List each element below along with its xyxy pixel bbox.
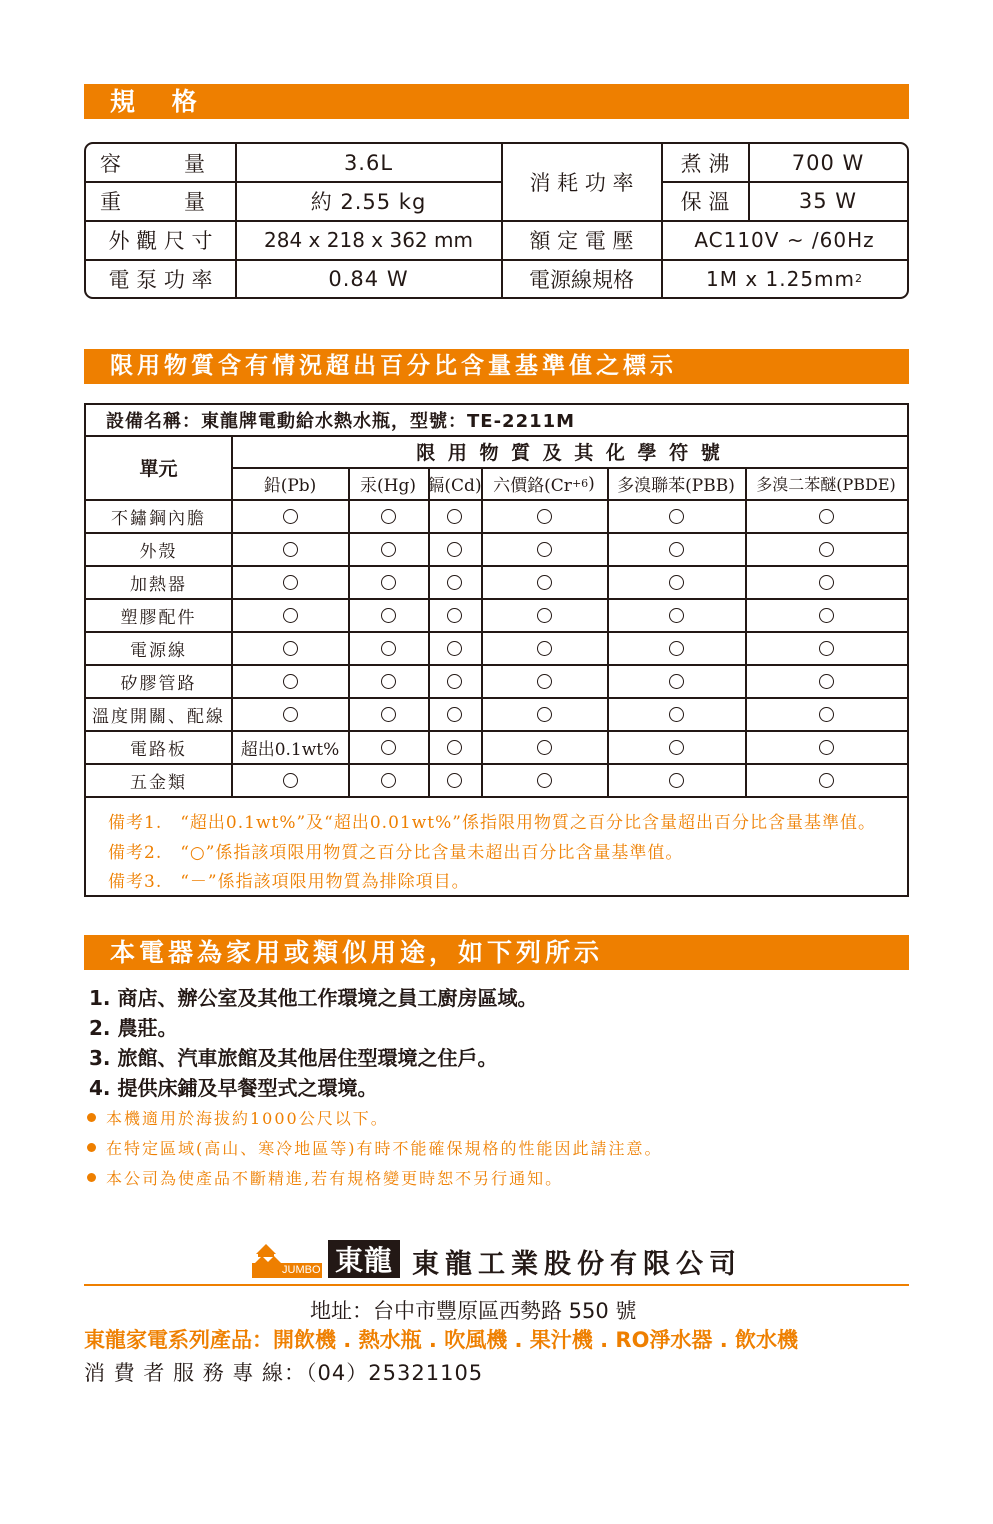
- usage-item-1: 1. 商店、辦公室及其他工作環境之員工廚房區域。: [89, 986, 538, 1010]
- column-header-text: 多溴聯苯(PBB): [617, 476, 735, 496]
- compliant-circle-icon: [381, 641, 396, 656]
- substance-cell: [745, 632, 907, 664]
- compliant-circle-icon: [819, 575, 834, 590]
- compliant-circle-icon: [283, 674, 298, 689]
- usage-title: 本電器為家用或類似用途，如下列所示: [110, 938, 604, 967]
- spec-label-cord: 電源線規格: [529, 267, 634, 292]
- compliant-circle-icon: [537, 773, 552, 788]
- column-header: [745, 468, 907, 499]
- compliant-circle-icon: [537, 641, 552, 656]
- compliant-circle-icon: [447, 674, 462, 689]
- substance-cell: [745, 764, 907, 796]
- substance-cell: [745, 500, 907, 532]
- substance-cell: [232, 533, 348, 565]
- substance-cell: [348, 599, 428, 631]
- compliant-circle-icon: [381, 542, 396, 557]
- compliant-circle-icon: [381, 773, 396, 788]
- company-name: 東龍工業股份有限公司: [412, 1249, 742, 1280]
- substance-cell: 超出0.1wt%: [240, 739, 340, 760]
- compliant-circle-icon: [447, 608, 462, 623]
- substance-cell: [428, 599, 481, 631]
- compliant-circle-icon: [447, 509, 462, 524]
- compliant-circle-icon: [283, 575, 298, 590]
- usage-item-2: 2. 農莊。: [89, 1016, 178, 1040]
- substance-cell: [428, 500, 481, 532]
- substance-cell: [607, 599, 745, 631]
- spec-label-weight: 重 量: [100, 190, 205, 214]
- substance-cell: [348, 698, 428, 730]
- compliant-circle-icon: [819, 641, 834, 656]
- spec-value-cord: [662, 260, 907, 297]
- logo-word: JUMBO: [282, 1264, 321, 1276]
- column-header-text: 六價鉻(Cr: [493, 476, 572, 496]
- compliant-circle-icon: [447, 707, 462, 722]
- note-2: 備考2. “○”係指該項限用物質之百分比含量未超出百分比含量基準值。: [108, 843, 684, 863]
- compliant-circle-icon: [537, 740, 552, 755]
- footer-divider: [84, 1284, 909, 1286]
- compliant-circle-icon: [447, 740, 462, 755]
- spec-table: [84, 142, 909, 299]
- compliant-circle-icon: [381, 740, 396, 755]
- compliant-circle-icon: [669, 509, 684, 524]
- spec-label-voltage: 額 定 電 壓: [529, 229, 634, 253]
- note-3: 備考3. “－”係指該項限用物質為排除項目。: [108, 872, 470, 892]
- substance-cell: [428, 665, 481, 697]
- column-header: [428, 468, 481, 499]
- substance-cell: [481, 698, 607, 730]
- compliant-circle-icon: [669, 674, 684, 689]
- unit-cell: 電源線: [130, 640, 187, 661]
- compliant-circle-icon: [819, 707, 834, 722]
- column-header-text: 鉛(Pb): [263, 476, 317, 496]
- cr-close-paren: ): [588, 473, 595, 494]
- substance-cell: [607, 731, 745, 763]
- substance-cell: [232, 665, 348, 697]
- compliant-circle-icon: [537, 575, 552, 590]
- unit-cell: 矽膠管路: [120, 673, 197, 694]
- compliant-circle-icon: [669, 575, 684, 590]
- substance-cell: [428, 764, 481, 796]
- compliant-circle-icon: [381, 575, 396, 590]
- unit-cell: 加熱器: [130, 574, 187, 595]
- substance-cell: [232, 764, 348, 796]
- compliant-circle-icon: [283, 542, 298, 557]
- compliant-circle-icon: [447, 542, 462, 557]
- company-logo: [252, 1240, 400, 1278]
- substance-cell: [607, 665, 745, 697]
- substance-cell: [745, 665, 907, 697]
- bullet-dot: [87, 1143, 96, 1152]
- spec-value-cord-text: 1M x 1.25mm: [705, 266, 856, 291]
- substance-banner: [84, 349, 909, 384]
- substance-cell: [481, 632, 607, 664]
- substance-cell: [607, 698, 745, 730]
- spec-label-pump-power: 電 泵 功 率: [108, 267, 213, 292]
- substance-title: 限用物質含有情況超出百分比含量基準值之標示: [110, 353, 677, 379]
- spec-value-weight: 約 2.55 kg: [310, 190, 427, 214]
- substance-cell: [607, 764, 745, 796]
- spec-value-dimensions: 284 x 218 x 362 mm: [264, 228, 473, 252]
- substance-cell: [745, 566, 907, 598]
- cr-superscript: +6: [571, 477, 589, 490]
- substance-cell: [481, 566, 607, 598]
- compliant-circle-icon: [819, 542, 834, 557]
- bullet-2: [87, 1136, 663, 1159]
- substance-cell: [232, 566, 348, 598]
- substance-cell: [232, 698, 348, 730]
- bullet-3: [87, 1166, 563, 1189]
- compliant-circle-icon: [669, 707, 684, 722]
- substance-cell: [232, 599, 348, 631]
- bullet-1: [87, 1106, 389, 1129]
- bullet-dot: [87, 1173, 96, 1182]
- substance-cell: [607, 533, 745, 565]
- unit-cell: 外殼: [139, 541, 178, 562]
- substance-cell: [481, 500, 607, 532]
- compliant-circle-icon: [381, 674, 396, 689]
- company-address: 地址：台中市豐原區西勢路 550 號: [310, 1299, 637, 1323]
- usage-item-4: 4. 提供床鋪及早餐型式之環境。: [89, 1076, 378, 1100]
- spec-label-keep-warm: 保 溫: [680, 190, 730, 214]
- substance-cell: [607, 632, 745, 664]
- compliant-circle-icon: [819, 509, 834, 524]
- spec-title: 規 格: [110, 87, 211, 116]
- substance-cell: [481, 731, 607, 763]
- unit-cell: 塑膠配件: [120, 607, 197, 628]
- spec-label-dimensions: 外 觀 尺 寸: [108, 229, 213, 253]
- spec-value-capacity: 3.6L: [343, 150, 394, 175]
- column-header-text: 鎘(Cd): [427, 476, 482, 496]
- unit-header: 單元: [139, 458, 178, 480]
- substance-cell: [745, 533, 907, 565]
- spec-label-capacity: 容 量: [100, 151, 205, 176]
- bullet-dot: [87, 1113, 96, 1122]
- compliant-circle-icon: [537, 707, 552, 722]
- substance-cell: [232, 500, 348, 532]
- substance-table: [84, 403, 909, 897]
- compliant-circle-icon: [669, 773, 684, 788]
- service-hotline: 消 費 者 服 務 專 線：（04）25321105: [84, 1361, 484, 1385]
- compliant-circle-icon: [447, 575, 462, 590]
- compliant-circle-icon: [283, 641, 298, 656]
- compliant-circle-icon: [669, 542, 684, 557]
- compliant-circle-icon: [537, 542, 552, 557]
- column-header: [607, 468, 745, 499]
- spec-value-cord-sup: 2: [855, 272, 864, 285]
- usage-item-3: 3. 旅館、汽車旅館及其他居住型環境之住戶。: [89, 1046, 498, 1070]
- column-header: [348, 468, 428, 499]
- spec-value-pump-power: 0.84 W: [328, 266, 409, 291]
- compliant-circle-icon: [819, 740, 834, 755]
- spec-banner: [84, 84, 909, 119]
- device-line: 設備名稱：東龍牌電動給水熱水瓶，型號：TE-2211M: [106, 411, 576, 432]
- substance-cell: [428, 698, 481, 730]
- compliant-circle-icon: [537, 674, 552, 689]
- unit-cell: 電路板: [130, 739, 187, 760]
- substance-cell: [232, 632, 348, 664]
- bullet-2-text: 在特定區域(高山、寒冷地區等)有時不能確保規格的性能因此請注意。: [106, 1139, 663, 1158]
- substance-cell: [481, 665, 607, 697]
- compliant-circle-icon: [819, 773, 834, 788]
- compliant-circle-icon: [447, 773, 462, 788]
- compliant-circle-icon: [537, 509, 552, 524]
- substance-cell: [745, 731, 907, 763]
- substance-cell: [348, 731, 428, 763]
- substance-cell: [348, 632, 428, 664]
- substance-cell: [481, 533, 607, 565]
- note-1: 備考1. “超出0.1wt%”及“超出0.01wt%”係指限用物質之百分比含量超出百分比含量基準值。: [108, 813, 876, 833]
- substance-cell: [428, 632, 481, 664]
- compliant-circle-icon: [381, 509, 396, 524]
- product-line: 東龍家電系列產品：開飲機 . 熱水瓶 . 吹風機 . 果汁機 . RO淨水器 . 飲水機: [84, 1328, 799, 1352]
- compliant-circle-icon: [381, 608, 396, 623]
- column-header-text: 多溴二苯醚(PBDE): [756, 475, 896, 494]
- substance-cell: [481, 599, 607, 631]
- compliant-circle-icon: [283, 773, 298, 788]
- substance-cell: [745, 698, 907, 730]
- compliant-circle-icon: [669, 641, 684, 656]
- unit-cell: 溫度開關、配線: [92, 706, 225, 727]
- unit-cell: 五金類: [130, 772, 187, 793]
- spec-value-keep-warm: 35 W: [798, 189, 858, 213]
- column-header: [481, 468, 607, 499]
- substance-cell: [348, 533, 428, 565]
- compliant-circle-icon: [283, 608, 298, 623]
- substance-cell: [428, 533, 481, 565]
- usage-banner: [84, 935, 909, 970]
- substance-cell: [745, 599, 907, 631]
- logo-chars: 東龍: [328, 1240, 400, 1278]
- compliant-circle-icon: [283, 509, 298, 524]
- bullet-1-text: 本機適用於海拔約1000公尺以下。: [106, 1109, 389, 1128]
- spec-value-boil: 700 W: [791, 150, 865, 175]
- unit-cell: 不鏽鋼內膽: [111, 508, 206, 529]
- compliant-circle-icon: [381, 707, 396, 722]
- substance-cell: [428, 566, 481, 598]
- compliant-circle-icon: [447, 641, 462, 656]
- compliant-circle-icon: [819, 608, 834, 623]
- compliant-circle-icon: [669, 608, 684, 623]
- substance-cell: [348, 665, 428, 697]
- spec-label-power-consumption: 消 耗 功 率: [529, 171, 634, 195]
- compliant-circle-icon: [283, 707, 298, 722]
- column-header-text: 汞(Hg): [360, 476, 416, 496]
- spec-value-voltage: AC110V ~ /60Hz: [694, 228, 875, 252]
- substance-cell: [348, 500, 428, 532]
- compliant-circle-icon: [819, 674, 834, 689]
- column-header: [232, 468, 348, 499]
- substance-cell: [348, 764, 428, 796]
- substance-cell: [428, 731, 481, 763]
- substance-cell: [481, 764, 607, 796]
- group-header: 限 用 物 質 及 其 化 學 符 號: [416, 442, 723, 464]
- substance-cell: [607, 566, 745, 598]
- compliant-circle-icon: [537, 608, 552, 623]
- bullet-3-text: 本公司為使產品不斷精進,若有規格變更時恕不另行通知。: [106, 1169, 564, 1188]
- substance-cell: [348, 566, 428, 598]
- spec-label-boil: 煮 沸: [680, 151, 730, 176]
- substance-cell: [607, 500, 745, 532]
- compliant-circle-icon: [669, 740, 684, 755]
